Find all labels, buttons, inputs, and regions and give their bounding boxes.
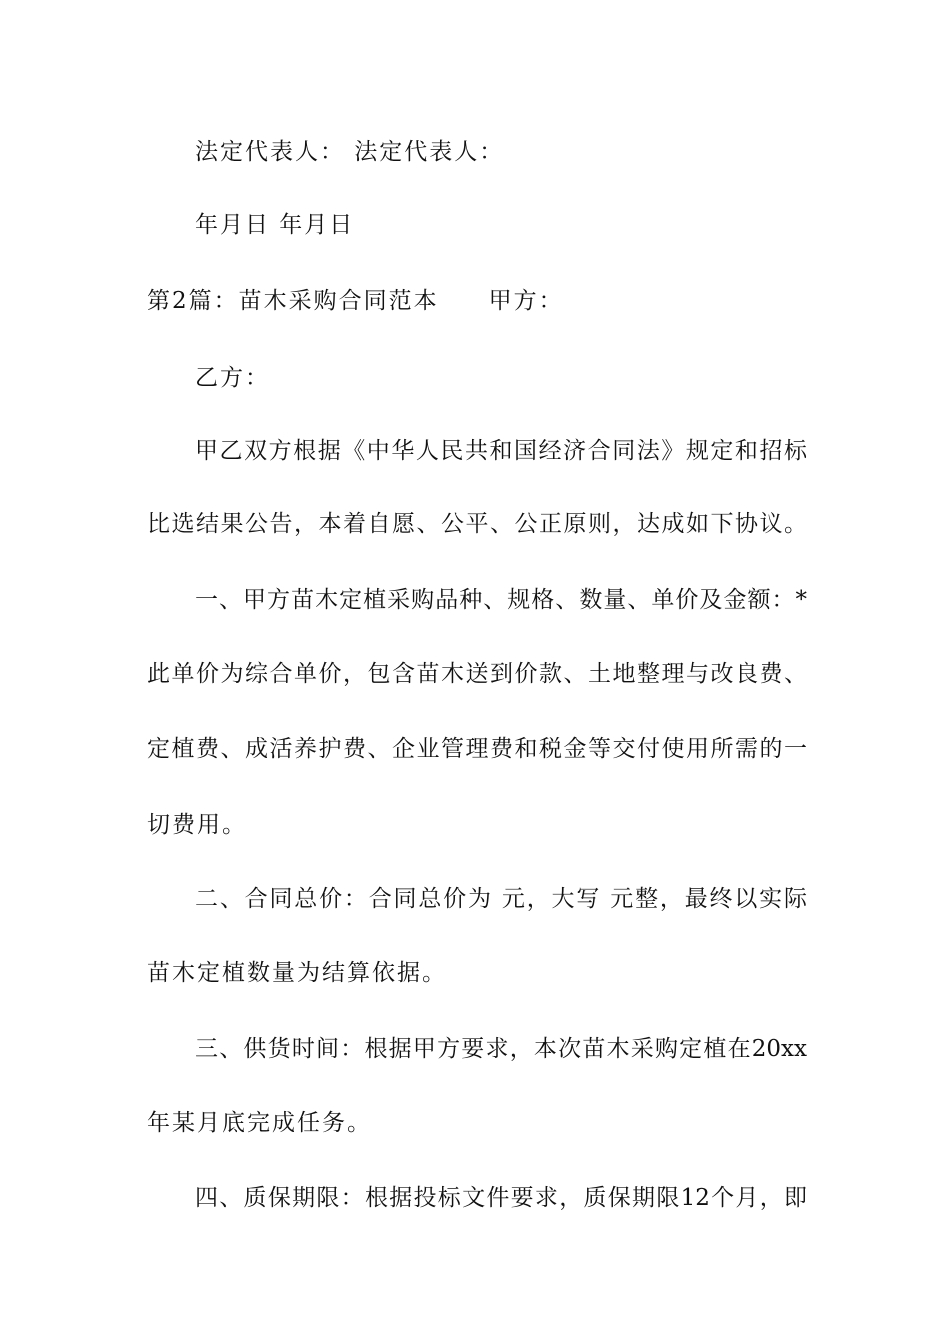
party-b-line: 乙方：: [195, 365, 270, 391]
paragraph-line: 此单价为综合单价，包含苗木送到价款、土地整理与改良费、: [147, 661, 807, 687]
paragraph-line: 四、质保期限：根据投标文件要求，质保期限12个月，即: [195, 1185, 807, 1211]
section-title: 第2篇：苗木采购合同范本 甲方：: [147, 288, 564, 314]
paragraph-line: 二、合同总价：合同总价为 元，大写 元整，最终以实际: [195, 886, 807, 912]
paragraph-line: 比选结果公告，本着自愿、公平、公正原则，达成如下协议。: [147, 511, 807, 537]
signature-line: 法定代表人： 法定代表人：: [195, 139, 505, 165]
paragraph-line: 一、甲方苗木定植采购品种、规格、数量、单价及金额：*: [195, 587, 807, 613]
paragraph-line: 苗木定植数量为结算依据。: [147, 960, 447, 986]
paragraph-line: 三、供货时间：根据甲方要求，本次苗木采购定植在20xx: [195, 1036, 807, 1062]
paragraph-line: 切费用。: [147, 812, 247, 838]
paragraph-line: 年某月底完成任务。: [147, 1110, 372, 1136]
date-line: 年月日 年月日: [195, 212, 355, 238]
paragraph-line: 甲乙双方根据《中华人民共和国经济合同法》规定和招标: [195, 438, 807, 464]
paragraph-line: 定植费、成活养护费、企业管理费和税金等交付使用所需的一: [147, 736, 807, 762]
